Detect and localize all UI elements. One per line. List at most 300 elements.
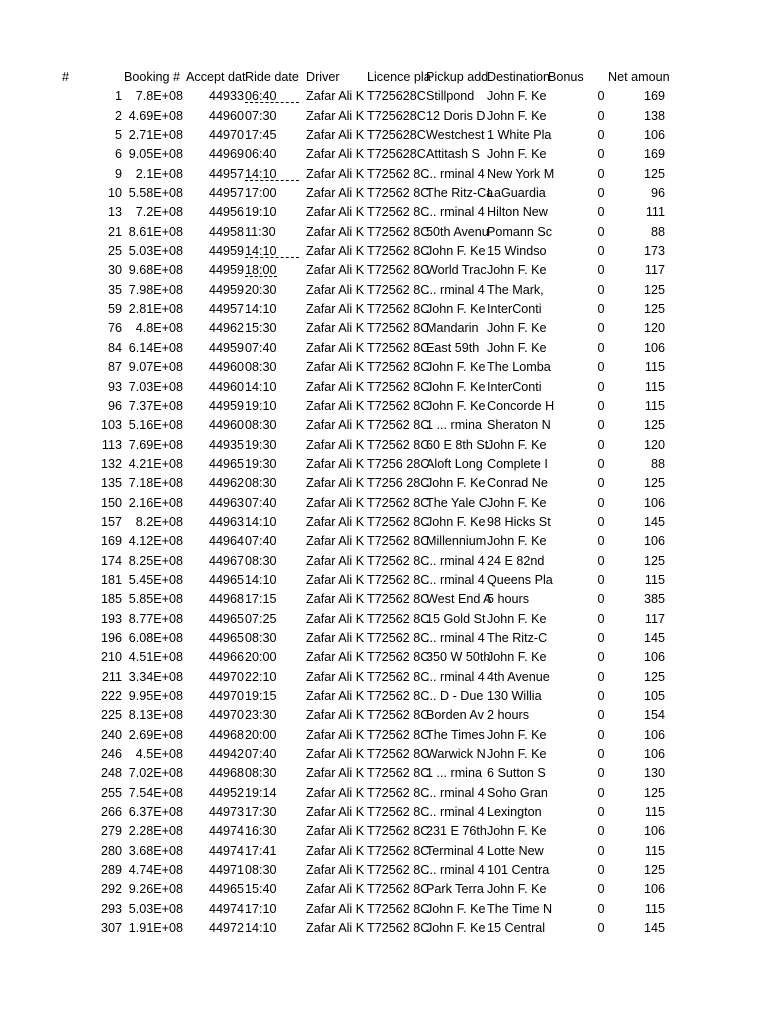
cell-net-amount: 125 (643, 553, 665, 568)
table-row (0, 803, 768, 822)
cell-accept-date: 44965 (208, 882, 244, 897)
cell-destination: Queens Pla (487, 572, 553, 587)
cell-accept-date: 44957 (208, 302, 244, 317)
cell-destination: John F. Ke (487, 108, 547, 123)
cell-ride-date: 23:30 (245, 708, 277, 723)
table-row (0, 745, 768, 764)
cell-booking: 2.1E+08 (135, 166, 183, 181)
cell-driver: Zafar Ali K (306, 108, 365, 123)
cell-licence: T72562 8C (367, 863, 430, 878)
cell-pickup: 12 Doris D (426, 108, 486, 123)
cell-bonus: 0 (597, 379, 605, 394)
cell-driver: Zafar Ali K (306, 456, 365, 471)
cell-bonus: 0 (597, 147, 605, 162)
header-driver: Driver (306, 70, 340, 84)
cell-booking: 9.26E+08 (128, 882, 183, 897)
table-row (0, 300, 768, 319)
cell-booking: 8.77E+08 (128, 611, 183, 626)
cell-licence: T72562 8C (367, 689, 430, 703)
cell-net-amount: 125 (643, 785, 665, 800)
cell-ride-date: 16:30 (245, 824, 277, 839)
cell-bonus: 0 (597, 166, 605, 181)
cell-destination: New York M (487, 166, 555, 181)
cell-accept-date: 44957 (208, 166, 244, 181)
cell-net-amount: 106 (643, 650, 665, 665)
cell-net-amount: 173 (643, 244, 665, 259)
cell-ride-date: 11:30 (245, 224, 276, 239)
table-row (0, 107, 768, 126)
cell-licence: T72562 8C (367, 360, 430, 375)
table-row (0, 842, 768, 861)
cell-licence: T72562 8C (367, 766, 430, 781)
cell-pickup: 1 ... rmina (426, 766, 482, 781)
cell-driver: Zafar Ali K (306, 611, 365, 626)
cell-ride-date: 18:00 (245, 263, 277, 278)
cell-pickup: 231 E 76th (426, 824, 487, 839)
cell-net-amount: 106 (643, 824, 665, 839)
cell-bonus: 0 (597, 476, 605, 491)
cell-index: 280 (100, 843, 122, 858)
cell-licence: T725628C (367, 147, 426, 162)
cell-accept-date: 44970 (208, 708, 244, 723)
cell-licence: T72562 8C (367, 824, 430, 839)
cell-driver: Zafar Ali K (306, 843, 365, 858)
cell-destination: 98 Hicks St (487, 514, 551, 529)
table-row (0, 261, 768, 280)
cell-net-amount: 145 (643, 921, 665, 936)
cell-accept-date: 44956 (208, 205, 244, 220)
cell-index: 13 (107, 205, 122, 220)
cell-net-amount: 106 (643, 747, 665, 762)
cell-licence: T72562 8C (367, 224, 430, 239)
header-licence: Licence pla (367, 70, 431, 84)
cell-bonus: 0 (597, 398, 605, 413)
spreadsheet (0, 68, 768, 938)
cell-accept-date: 44933 (208, 89, 244, 104)
cell-driver: Zafar Ali K (306, 437, 365, 452)
cell-driver: Zafar Ali K (306, 592, 365, 607)
cell-net-amount: 106 (643, 727, 665, 742)
cell-index: 279 (100, 824, 122, 839)
table-row (0, 339, 768, 358)
cell-booking: 7.03E+08 (128, 379, 183, 394)
cell-licence: T72562 8C (367, 882, 430, 897)
table-row (0, 861, 768, 880)
cell-booking: 2.81E+08 (128, 302, 183, 317)
cell-ride-date: 19:15 (245, 689, 277, 703)
cell-ride-date: 08:30 (245, 766, 277, 781)
cell-bonus: 0 (597, 534, 605, 549)
cell-booking: 5.03E+08 (128, 901, 183, 916)
cell-booking: 7.69E+08 (128, 437, 183, 452)
cell-pickup: ... rminal 4 (426, 572, 485, 587)
cell-net-amount: 106 (643, 534, 665, 549)
cell-licence: T72562 8C (367, 205, 430, 220)
cell-net-amount: 115 (644, 379, 665, 394)
cell-driver: Zafar Ali K (306, 727, 365, 742)
cell-net-amount: 145 (643, 630, 665, 645)
cell-driver: Zafar Ali K (306, 514, 365, 529)
cell-pickup: ... rminal 4 (426, 785, 485, 800)
cell-pickup: 60 E 8th St (426, 437, 489, 452)
cell-destination: 5 hours (487, 592, 530, 607)
cell-licence: T72562 8C (367, 747, 430, 762)
cell-destination: John F. Ke (487, 340, 547, 355)
cell-ride-date: 14:10 (245, 572, 277, 587)
cell-booking: 2.69E+08 (128, 727, 183, 742)
cell-pickup: Millennium (426, 534, 487, 549)
cell-pickup: Terminal 4 (426, 843, 485, 858)
cell-booking: 5.45E+08 (128, 572, 183, 587)
cell-index: 9 (114, 166, 122, 181)
cell-accept-date: 44960 (208, 418, 244, 433)
cell-bonus: 0 (597, 128, 605, 143)
cell-index: 292 (100, 882, 122, 897)
cell-ride-date: 14:10 (245, 921, 277, 936)
cell-index: 193 (100, 611, 122, 626)
cell-destination: 130 Willia (487, 689, 542, 703)
cell-driver: Zafar Ali K (306, 669, 365, 684)
cell-ride-date: 20:30 (245, 282, 277, 297)
cell-booking: 7.98E+08 (128, 282, 183, 297)
cell-net-amount: 106 (643, 128, 665, 143)
table-body (0, 87, 768, 938)
cell-destination: Conrad Ne (487, 476, 548, 491)
cell-ride-date: 08:30 (245, 418, 277, 433)
cell-accept-date: 44968 (208, 727, 244, 742)
cell-destination: 15 Windso (487, 244, 547, 259)
cell-pickup: ... rminal 4 (426, 630, 485, 645)
cell-pickup: ... rminal 4 (426, 805, 485, 820)
table-row (0, 687, 768, 706)
table-row (0, 126, 768, 145)
cell-net-amount: 115 (644, 843, 665, 858)
cell-pickup: 350 W 50th (426, 650, 491, 665)
cell-pickup: Borden Av (426, 708, 484, 723)
cell-bonus: 0 (597, 553, 605, 568)
cell-destination: Lexington (487, 805, 542, 820)
cell-accept-date: 44959 (208, 244, 244, 259)
cell-licence: T725628C (367, 89, 426, 104)
cell-booking: 8.25E+08 (128, 553, 183, 568)
table-row (0, 532, 768, 551)
cell-booking: 6.08E+08 (128, 630, 183, 645)
cell-bonus: 0 (597, 592, 605, 607)
cell-destination: John F. Ke (487, 650, 547, 665)
cell-index: 96 (107, 398, 122, 413)
cell-destination: 4th Avenue (487, 669, 550, 684)
table-row (0, 726, 768, 745)
cell-destination: John F. Ke (487, 495, 547, 510)
cell-ride-date: 08:30 (245, 476, 277, 491)
cell-pickup: East 59th (426, 340, 480, 355)
cell-index: 103 (100, 418, 122, 433)
cell-bonus: 0 (597, 669, 605, 684)
cell-driver: Zafar Ali K (306, 398, 365, 413)
cell-bonus: 0 (597, 224, 605, 239)
cell-booking: 7.37E+08 (128, 398, 183, 413)
cell-index: 157 (100, 514, 122, 529)
cell-index: 185 (100, 592, 122, 607)
cell-booking: 5.16E+08 (128, 418, 183, 433)
cell-net-amount: 115 (644, 901, 665, 916)
cell-ride-date: 08:30 (245, 360, 277, 375)
cell-accept-date: 44970 (208, 128, 244, 143)
cell-pickup: John F. Ke (426, 244, 486, 259)
cell-destination: John F. Ke (487, 263, 547, 278)
cell-pickup: ... rminal 4 (426, 166, 485, 181)
cell-driver: Zafar Ali K (306, 89, 365, 104)
cell-ride-date: 17:41 (245, 843, 277, 858)
cell-index: 293 (100, 901, 122, 916)
cell-net-amount: 169 (643, 147, 665, 162)
cell-ride-date: 14:10 (245, 166, 277, 181)
cell-licence: T72562 8C (367, 553, 430, 568)
table-row (0, 87, 768, 106)
cell-net-amount: 154 (643, 708, 665, 723)
cell-driver: Zafar Ali K (306, 572, 365, 587)
cell-licence: T7256 28C (367, 476, 430, 491)
cell-bonus: 0 (597, 747, 605, 762)
cell-accept-date: 44968 (208, 592, 244, 607)
cell-accept-date: 44971 (208, 863, 244, 878)
cell-destination: The Mark, (487, 282, 544, 297)
cell-accept-date: 44935 (208, 437, 244, 452)
cell-ride-date: 17:15 (245, 592, 277, 607)
cell-accept-date: 44959 (208, 263, 244, 278)
cell-net-amount: 125 (643, 166, 665, 181)
cell-ride-date: 07:40 (245, 495, 277, 510)
table-row (0, 513, 768, 532)
table-row (0, 281, 768, 300)
cell-booking: 7.18E+08 (128, 476, 183, 491)
cell-accept-date: 44959 (208, 398, 244, 413)
cell-index: 181 (100, 572, 122, 587)
cell-pickup: John F. Ke (426, 302, 486, 317)
cell-index: 222 (100, 689, 122, 703)
cell-ride-date: 19:30 (245, 456, 277, 471)
cell-destination: 15 Central (487, 921, 546, 936)
cell-accept-date: 44973 (208, 805, 244, 820)
cell-index: 30 (107, 263, 122, 278)
cell-net-amount: 115 (644, 398, 665, 413)
cell-driver: Zafar Ali K (306, 147, 365, 162)
cell-pickup: World Trac (426, 263, 487, 278)
cell-bonus: 0 (597, 456, 605, 471)
header-row (0, 68, 768, 87)
cell-ride-date: 17:45 (245, 128, 277, 143)
cell-index: 248 (100, 766, 122, 781)
cell-index: 135 (100, 476, 122, 491)
cell-driver: Zafar Ali K (306, 340, 365, 355)
ride-date-marker (245, 276, 277, 277)
cell-bonus: 0 (597, 708, 605, 723)
cell-booking: 7.02E+08 (128, 766, 183, 781)
cell-driver: Zafar Ali K (306, 418, 365, 433)
cell-index: 289 (100, 863, 122, 878)
cell-destination: 6 Sutton S (487, 766, 546, 781)
cell-booking: 5.85E+08 (128, 592, 183, 607)
table-row (0, 648, 768, 667)
cell-ride-date: 14:10 (245, 379, 277, 394)
cell-accept-date: 44959 (208, 340, 244, 355)
cell-driver: Zafar Ali K (306, 379, 365, 394)
cell-net-amount: 120 (643, 437, 665, 452)
cell-booking: 9.95E+08 (128, 689, 183, 703)
cell-accept-date: 44965 (208, 456, 244, 471)
cell-index: 196 (100, 630, 122, 645)
cell-booking: 7.8E+08 (135, 89, 183, 104)
cell-net-amount: 115 (644, 805, 665, 820)
cell-bonus: 0 (597, 766, 605, 781)
cell-accept-date: 44962 (208, 321, 244, 336)
cell-pickup: West End A (426, 592, 492, 607)
cell-destination: Lotte New (487, 843, 544, 858)
cell-index: 2 (114, 108, 122, 123)
cell-net-amount: 88 (650, 224, 665, 239)
cell-ride-date: 14:10 (245, 244, 277, 259)
cell-bonus: 0 (597, 824, 605, 839)
table-row (0, 319, 768, 338)
ride-date-marker (245, 257, 299, 258)
cell-licence: T725628C (367, 128, 426, 143)
cell-net-amount: 125 (643, 282, 665, 297)
cell-net-amount: 169 (643, 89, 665, 104)
cell-accept-date: 44974 (208, 824, 244, 839)
cell-pickup: The Yale C (426, 495, 488, 510)
cell-index: 169 (100, 534, 122, 549)
cell-licence: T72562 8C (367, 805, 430, 820)
cell-ride-date: 19:10 (245, 205, 277, 220)
cell-licence: T72562 8C (367, 166, 430, 181)
cell-licence: T72562 8C (367, 495, 430, 510)
cell-pickup: The Ritz-Ca (426, 186, 494, 201)
table-row (0, 822, 768, 841)
cell-index: 132 (100, 456, 122, 471)
cell-booking: 9.05E+08 (128, 147, 183, 162)
cell-accept-date: 44959 (208, 282, 244, 297)
cell-bonus: 0 (597, 263, 605, 278)
table-row (0, 590, 768, 609)
cell-ride-date: 07:40 (245, 534, 277, 549)
table-row (0, 900, 768, 919)
cell-bonus: 0 (597, 882, 605, 897)
cell-accept-date: 44963 (208, 514, 244, 529)
cell-booking: 4.21E+08 (128, 456, 183, 471)
cell-bonus: 0 (597, 727, 605, 742)
cell-net-amount: 115 (644, 360, 665, 375)
cell-ride-date: 14:10 (245, 514, 277, 529)
cell-licence: T72562 8C (367, 785, 430, 800)
cell-destination: Pomann Sc (487, 224, 553, 239)
cell-driver: Zafar Ali K (306, 824, 365, 839)
cell-booking: 8.61E+08 (128, 224, 183, 239)
cell-bonus: 0 (597, 418, 605, 433)
cell-index: 210 (100, 650, 122, 665)
cell-accept-date: 44968 (208, 766, 244, 781)
cell-driver: Zafar Ali K (306, 495, 365, 510)
cell-ride-date: 15:30 (245, 321, 277, 336)
cell-net-amount: 125 (643, 418, 665, 433)
cell-licence: T72562 8C (367, 901, 430, 916)
header-pickup: Pickup add (426, 70, 489, 84)
cell-driver: Zafar Ali K (306, 805, 365, 820)
cell-index: 246 (100, 747, 122, 762)
cell-bonus: 0 (597, 108, 605, 123)
cell-index: 150 (100, 495, 122, 510)
cell-driver: Zafar Ali K (306, 302, 365, 317)
cell-ride-date: 15:40 (245, 882, 277, 897)
cell-booking: 2.71E+08 (128, 128, 183, 143)
table-row (0, 397, 768, 416)
header-booking: Booking # (124, 70, 181, 84)
cell-bonus: 0 (597, 785, 605, 800)
cell-accept-date: 44974 (208, 843, 244, 858)
cell-net-amount: 125 (643, 863, 665, 878)
cell-driver: Zafar Ali K (306, 282, 365, 297)
cell-destination: John F. Ke (487, 147, 547, 162)
cell-booking: 4.8E+08 (135, 321, 183, 336)
table-row (0, 223, 768, 242)
cell-net-amount: 106 (643, 882, 665, 897)
cell-pickup: Aloft Long (426, 456, 483, 471)
cell-bonus: 0 (597, 244, 605, 259)
cell-pickup: John F. Ke (426, 379, 486, 394)
cell-destination: The Ritz-C (487, 630, 548, 645)
cell-pickup: 1 ... rmina (426, 418, 482, 433)
cell-licence: T72562 8C (367, 321, 430, 336)
cell-accept-date: 44942 (208, 747, 244, 762)
cell-index: 174 (100, 553, 122, 568)
cell-destination: 2 hours (487, 708, 530, 723)
cell-pickup: John F. Ke (426, 921, 486, 936)
cell-net-amount: 115 (644, 572, 665, 587)
cell-ride-date: 08:30 (245, 863, 277, 878)
cell-licence: T72562 8C (367, 418, 430, 433)
table-row (0, 552, 768, 571)
cell-licence: T72562 8C (367, 244, 430, 259)
cell-licence: T72562 8C (367, 650, 430, 665)
cell-accept-date: 44957 (208, 186, 244, 201)
cell-index: 1 (114, 89, 122, 104)
cell-booking: 4.5E+08 (135, 747, 183, 762)
cell-pickup: ... D - Due (426, 689, 484, 703)
cell-destination: John F. Ke (487, 824, 547, 839)
table-row (0, 358, 768, 377)
cell-bonus: 0 (597, 321, 605, 336)
cell-driver: Zafar Ali K (306, 901, 365, 916)
cell-booking: 4.69E+08 (128, 108, 183, 123)
cell-licence: T72562 8C (367, 534, 430, 549)
cell-licence: T72562 8C (367, 572, 430, 587)
cell-bonus: 0 (597, 863, 605, 878)
cell-booking: 9.07E+08 (128, 360, 183, 375)
cell-index: 84 (107, 340, 122, 355)
cell-index: 5 (114, 128, 122, 143)
cell-destination: John F. Ke (487, 611, 547, 626)
header-bonus: Bonus (548, 70, 584, 84)
cell-bonus: 0 (597, 495, 605, 510)
cell-licence: T72562 8C (367, 282, 430, 297)
cell-accept-date: 44952 (208, 785, 244, 800)
cell-net-amount: 117 (644, 263, 665, 278)
cell-driver: Zafar Ali K (306, 128, 365, 143)
table-row (0, 184, 768, 203)
cell-destination: John F. Ke (487, 747, 547, 762)
cell-driver: Zafar Ali K (306, 650, 365, 665)
cell-licence: T72562 8C (367, 727, 430, 742)
table-row (0, 378, 768, 397)
